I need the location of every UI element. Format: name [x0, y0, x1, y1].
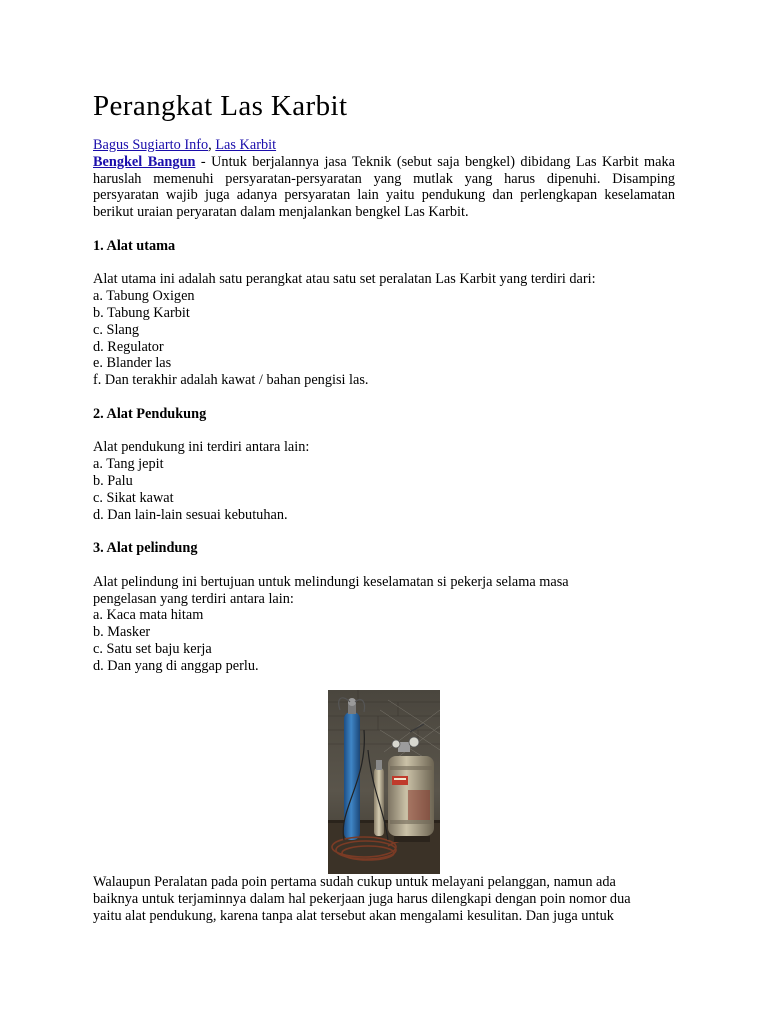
list-item: b. Masker [93, 624, 151, 641]
welding-equipment-photo [328, 690, 440, 874]
section-heading-alat-pelindung: 3. Alat pelindung [93, 540, 198, 557]
closing-line: yaitu alat pendukung, karena tanpa alat tersebut akan mengalami kesulitan. Dan juga untuk [93, 907, 614, 924]
section-heading-alat-utama: 1. Alat utama [93, 237, 176, 254]
section-3-line: Alat pelindung ini bertujuan untuk melindungi keselamatan si pekerja selama masa [93, 573, 569, 590]
list-item: d. Regulator [93, 338, 164, 355]
list-item: b. Palu [93, 472, 133, 489]
meta-separator: , [208, 137, 216, 153]
intro-text: - Untuk berjalannya jasa Teknik (sebut saja bengkel) dibidang Las Karbit maka haruslah memenuhi persyaratan-persyaratan yang mutlak yang harus dipenuhi. Disamping persyaratan wajib juga adanya persyaratan lain yaitu pendukung dan perlengkapan keselamatan berikut uraian peryaratan dalam menjalankan bengkel Las Karbit. [93, 153, 675, 221]
section-3-line: pengelasan yang terdiri antara lain: [93, 590, 294, 607]
list-item: a. Tabung Oxigen [93, 288, 195, 305]
section-2-line: Alat pendukung ini terdiri antara lain: [93, 439, 310, 456]
list-item: a. Kaca mata hitam [93, 607, 204, 624]
list-item: c. Satu set baju kerja [93, 640, 212, 657]
section-heading-alat-pendukung: 2. Alat Pendukung [93, 405, 207, 422]
list-item: f. Dan terakhir adalah kawat / bahan pengisi las. [93, 372, 369, 389]
list-item: e. Blander las [93, 355, 172, 372]
post-meta [93, 137, 675, 154]
article-body [93, 137, 675, 675]
intro-paragraph [93, 154, 675, 221]
label-link-las-karbit[interactable]: Las Karbit [215, 137, 277, 153]
closing-paragraph [93, 874, 675, 924]
bengkel-bangun-link[interactable]: Bengkel Bangun [93, 153, 196, 170]
page-title: Perangkat Las Karbit [93, 90, 348, 122]
list-item: c. Slang [93, 321, 140, 338]
list-item: d. Dan lain-lain sesuai kebutuhan. [93, 506, 288, 523]
closing-line: Walaupun Peralatan pada poin pertama sudah cukup untuk melayani pelanggan, namun ada [93, 874, 616, 890]
list-item: b. Tabung Karbit [93, 304, 190, 321]
label-link-bagus-sugiarto-info[interactable]: Bagus Sugiarto Info [93, 137, 209, 153]
list-item: d. Dan yang di anggap perlu. [93, 657, 259, 674]
list-item: a. Tang jepit [93, 456, 164, 473]
closing-line: baiknya untuk terjaminnya dalam hal pekerjaan juga harus dilengkapi dengan poin nomor dua [93, 890, 631, 907]
section-1-line: Alat utama ini adalah satu perangkat atau satu set peralatan Las Karbit yang terdiri dari: [93, 271, 596, 288]
list-item: c. Sikat kawat [93, 489, 174, 506]
